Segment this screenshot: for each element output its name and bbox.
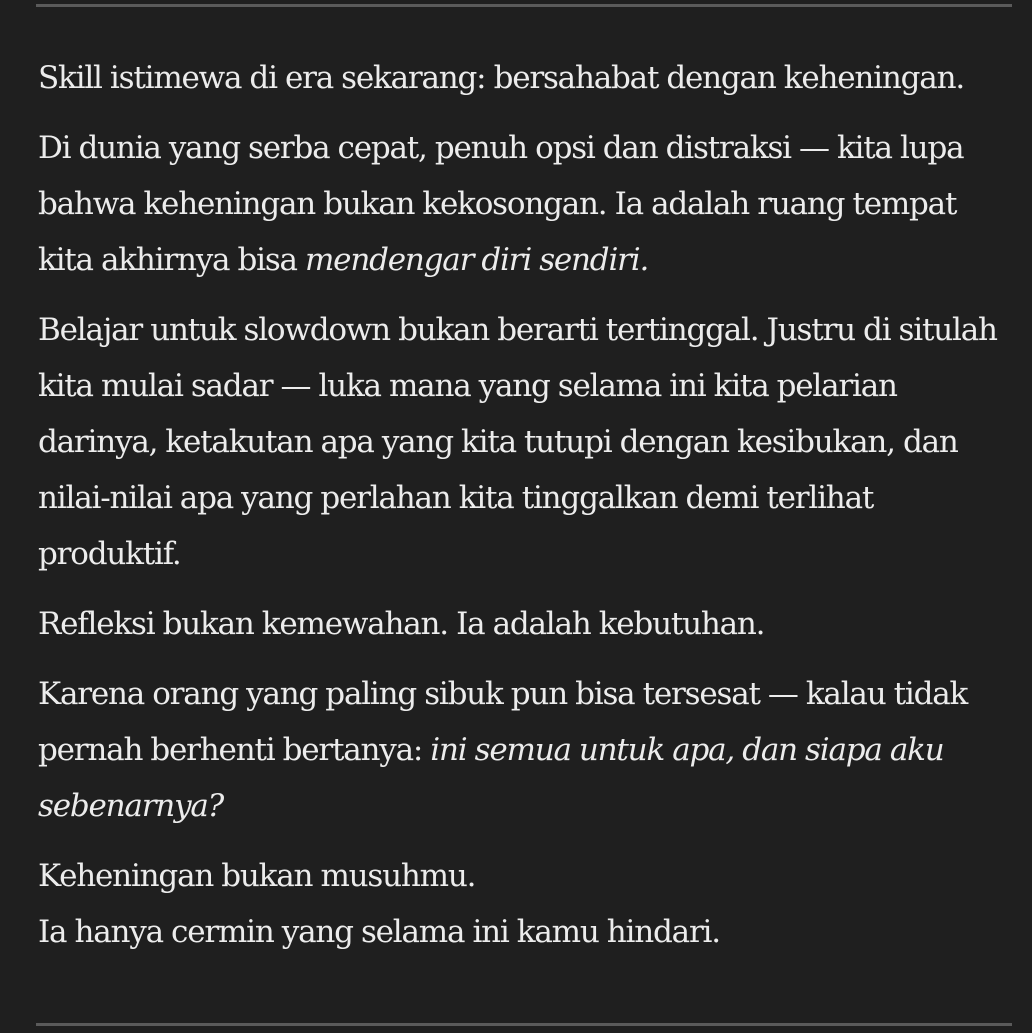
paragraph-silence [38,120,1018,288]
paragraph-question-emphasis: ini semua untuk apa, dan siapa aku sebenarnya? [38,732,944,824]
paragraph-question [38,666,1018,834]
paragraph-slowdown: Belajar untuk slowdown bukan berarti tertinggal. Justru di situlah kita mulai sadar — luka mana yang selama ini kita pelarian darinya, ketakutan apa yang kita tutupi dengan kesibukan, dan nilai-nilai apa yang perlahan kita tinggalkan demi terlihat produktif. [38,312,997,572]
paragraph-silence-text: Di dunia yang serba cepat, penuh opsi dan distraksi — kita lupa bahwa keheningan bukan kekosongan. Ia adalah ruang tempat kita akhirnya bisa [38,130,964,278]
bottom-divider [36,1023,1012,1026]
paragraph-reflection: Refleksi bukan kemewahan. Ia adalah kebutuhan. [38,606,765,642]
paragraph-silence-emphasis: mendengar diri sendiri. [304,242,649,278]
post-body [38,50,1018,960]
closing-line-1: Keheningan bukan musuhmu. [38,858,476,894]
paragraph-intro: Skill istimewa di era sekarang: bersahabat dengan keheningan. [38,60,964,96]
paragraph-question-text: Karena orang yang paling sibuk pun bisa tersesat — kalau tidak pernah berhenti bertanya: [38,676,968,768]
closing-line-2: Ia hanya cermin yang selama ini kamu hindari. [38,914,720,950]
top-divider [36,4,1012,7]
paragraph-closing [38,848,1018,960]
